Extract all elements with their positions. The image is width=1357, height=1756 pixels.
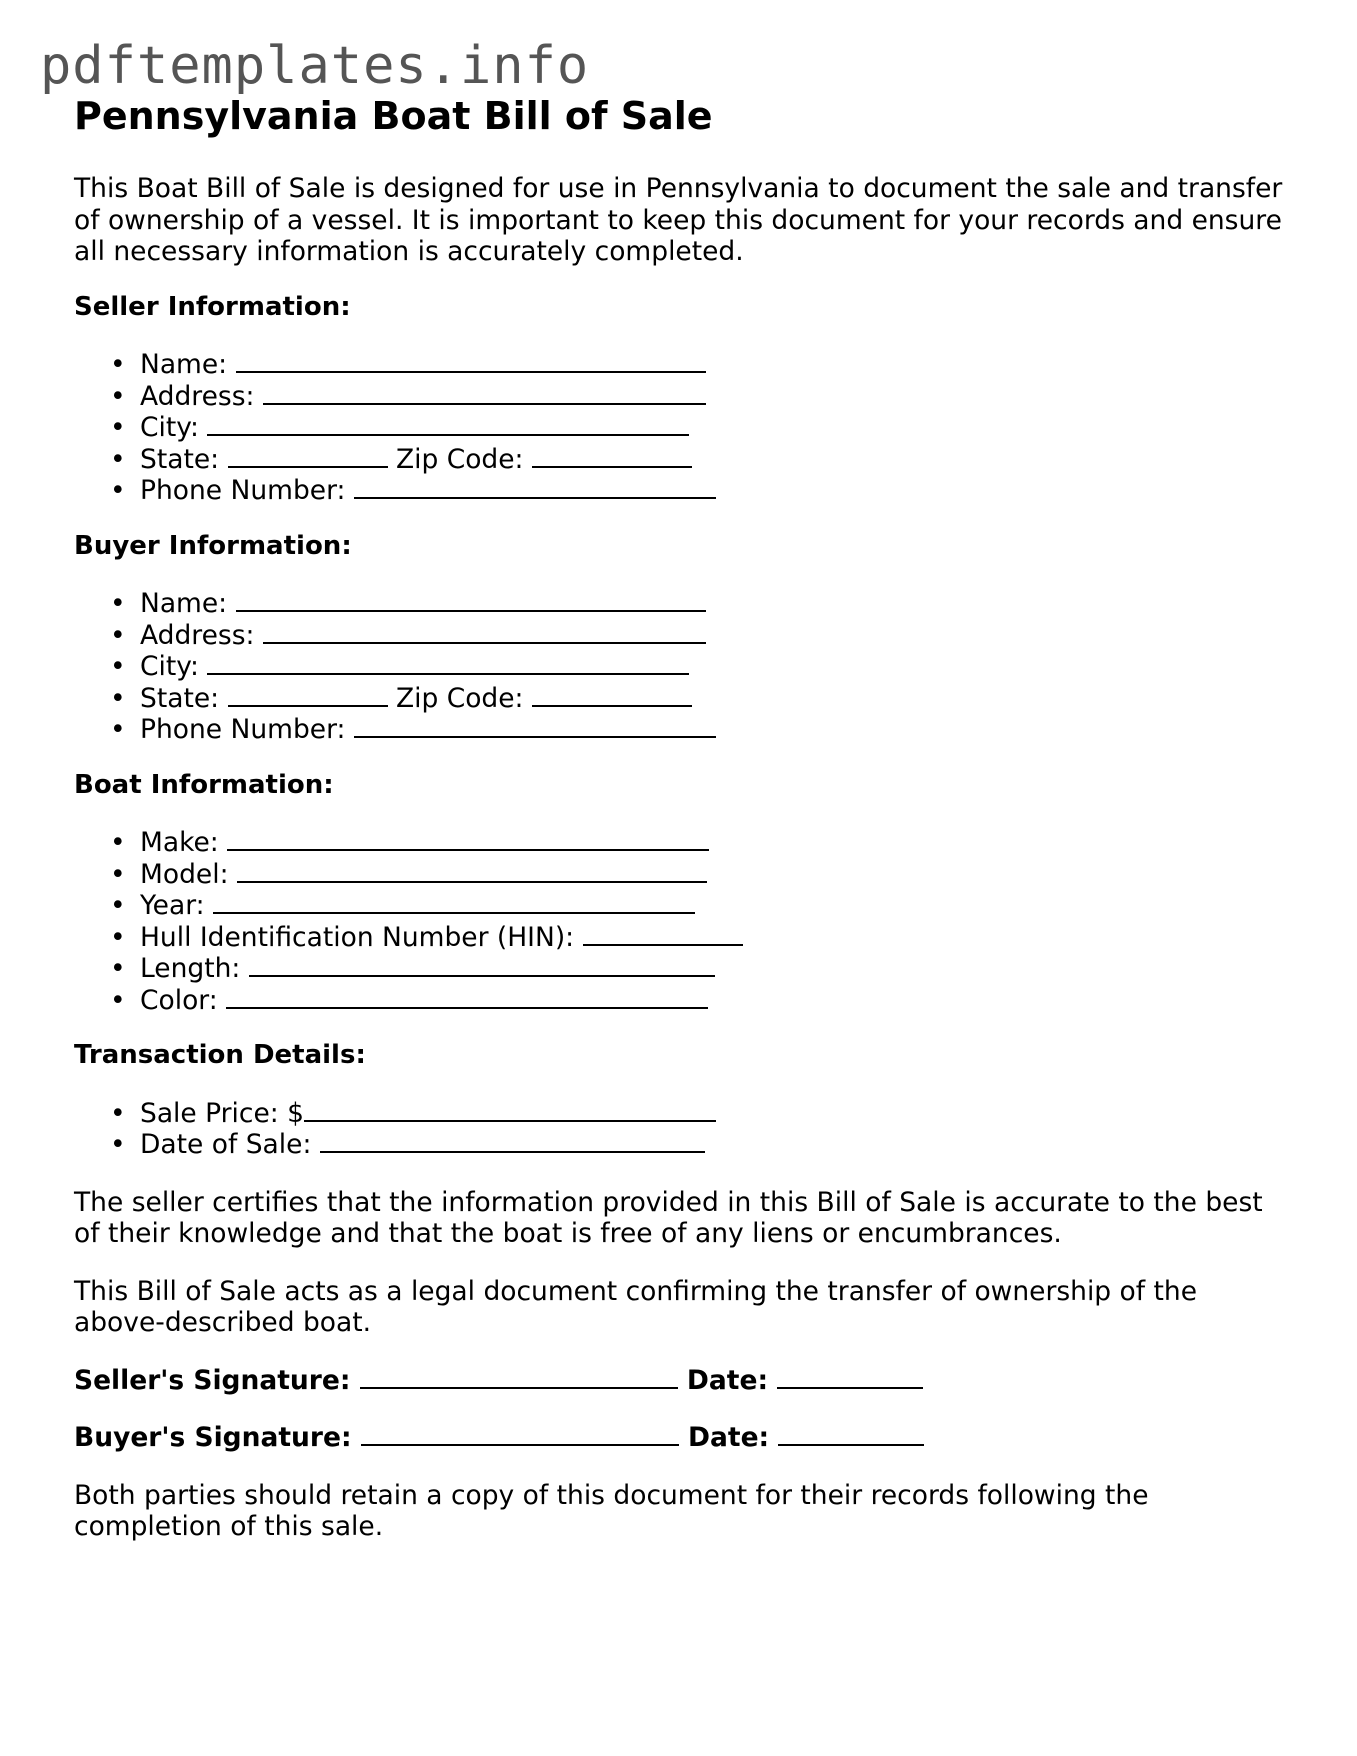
list-item: • Name: <box>74 588 1294 620</box>
intro-paragraph: This Boat Bill of Sale is designed for use in Pennsylvania to document the sale and transfer of ownership of a vessel. It is important to keep this document for your records and ensure all necessary information is accurately completed. <box>74 173 1283 267</box>
list-item: • Address: <box>74 381 1294 413</box>
list-item: • Color: <box>74 985 1294 1017</box>
buyer-signature-row <box>74 1422 1294 1454</box>
sale-date-label: Date of Sale: <box>140 1129 312 1160</box>
closing-paragraph: Both parties should retain a copy of this document for their records following the completion of this sale. <box>74 1479 1149 1542</box>
seller-address-label: Address: <box>140 380 255 412</box>
seller-signature-row <box>74 1365 1294 1397</box>
seller-state-label: State: <box>140 443 220 475</box>
list-item: • State: Zip Code: <box>74 444 1294 476</box>
boat-color-field[interactable] <box>226 985 708 1009</box>
boat-make-label: Make: <box>140 827 219 858</box>
seller-signature-date-label: Date: <box>686 1364 769 1396</box>
seller-section-heading: Seller Information: <box>74 291 351 322</box>
seller-signature-label: Seller's Signature: <box>74 1364 351 1396</box>
buyer-address-label: Address: <box>140 619 255 651</box>
seller-city-label: City: <box>140 412 199 443</box>
list-item: • Phone Number: <box>74 475 1294 507</box>
boat-hin-label: Hull Identification Number (HIN): <box>140 921 575 953</box>
sale-price-label: Sale Price: $ <box>140 1097 305 1129</box>
sale-price-field[interactable] <box>304 1098 716 1122</box>
buyer-signature-date-field[interactable] <box>778 1422 924 1446</box>
buyer-address-field[interactable] <box>263 620 706 644</box>
buyer-state-label: State: <box>140 682 220 714</box>
list-item: • City: <box>74 412 1294 444</box>
seller-address-field[interactable] <box>263 381 706 405</box>
document-page <box>74 92 1294 1543</box>
seller-city-field[interactable] <box>207 412 689 436</box>
seller-signature-date-field[interactable] <box>777 1365 923 1389</box>
boat-year-field[interactable] <box>213 890 695 914</box>
buyer-signature-date-label: Date: <box>688 1422 770 1453</box>
list-item: • Phone Number: <box>74 714 1294 746</box>
boat-hin-field[interactable] <box>583 922 743 946</box>
list-item: • Sale Price: $ <box>74 1098 1294 1130</box>
seller-state-field[interactable] <box>228 444 388 468</box>
boat-length-label: Length: <box>140 953 241 984</box>
list-item: • City: <box>74 651 1294 683</box>
boat-make-field[interactable] <box>227 827 709 851</box>
buyer-section-heading: Buyer Information: <box>74 530 352 561</box>
list-item: • Model: <box>74 859 1294 891</box>
buyer-city-field[interactable] <box>207 651 689 675</box>
seller-name-field[interactable] <box>236 349 706 373</box>
boat-fields-list <box>74 827 1294 1016</box>
certification-paragraph: The seller certifies that the information provided in this Bill of Sale is accurate to the best of their knowledge and that the boat is free of any liens or encumbrances. <box>74 1186 1263 1249</box>
seller-name-label: Name: <box>140 349 228 380</box>
buyer-fields-list <box>74 588 1294 746</box>
list-item: • Year: <box>74 890 1294 922</box>
transaction-fields-list <box>74 1098 1294 1161</box>
transaction-section-heading: Transaction Details: <box>74 1040 366 1070</box>
buyer-zip-label: Zip Code: <box>395 682 524 714</box>
buyer-city-label: City: <box>140 651 199 682</box>
buyer-zip-field[interactable] <box>532 683 692 707</box>
seller-fields-list <box>74 349 1294 507</box>
buyer-state-field[interactable] <box>228 683 388 707</box>
list-item: • Make: <box>74 827 1294 859</box>
list-item: • Hull Identification Number (HIN): <box>74 922 1294 954</box>
buyer-phone-field[interactable] <box>354 714 716 738</box>
seller-phone-field[interactable] <box>354 475 716 499</box>
watermark-logo: pdftemplates.info <box>40 36 590 96</box>
seller-zip-field[interactable] <box>532 444 692 468</box>
list-item: • State: Zip Code: <box>74 683 1294 715</box>
buyer-name-label: Name: <box>140 588 228 619</box>
buyer-signature-label: Buyer's Signature: <box>74 1422 352 1453</box>
boat-year-label: Year: <box>140 890 205 921</box>
list-item: • Length: <box>74 953 1294 985</box>
boat-model-field[interactable] <box>237 859 707 883</box>
list-item: • Address: <box>74 620 1294 652</box>
sale-date-field[interactable] <box>320 1129 705 1153</box>
legal-statement-paragraph: This Bill of Sale acts as a legal document confirming the transfer of ownership of the above-described boat. <box>74 1275 1198 1338</box>
boat-model-label: Model: <box>140 858 229 890</box>
seller-phone-label: Phone Number: <box>140 475 346 506</box>
buyer-phone-label: Phone Number: <box>140 714 346 745</box>
list-item: • Date of Sale: <box>74 1129 1294 1161</box>
document-title: Pennsylvania Boat Bill of Sale <box>74 94 713 138</box>
list-item: • Name: <box>74 349 1294 381</box>
boat-length-field[interactable] <box>249 953 715 977</box>
seller-signature-field[interactable] <box>360 1365 678 1389</box>
buyer-name-field[interactable] <box>236 588 706 612</box>
seller-zip-label: Zip Code: <box>395 443 524 475</box>
boat-color-label: Color: <box>140 984 218 1016</box>
buyer-signature-field[interactable] <box>361 1422 679 1446</box>
boat-section-heading: Boat Information: <box>74 769 334 800</box>
